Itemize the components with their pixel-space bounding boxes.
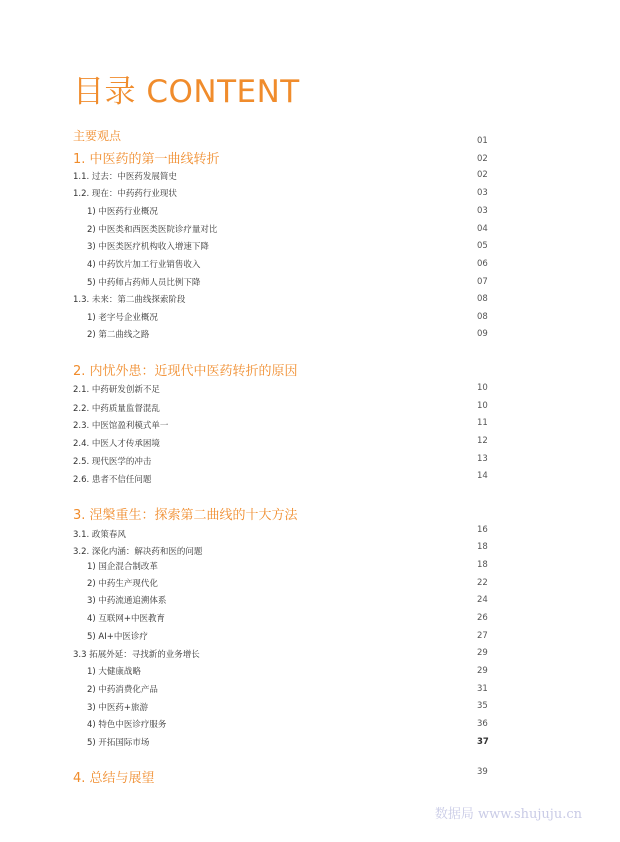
toc-entry-page: 37	[477, 737, 489, 747]
toc-entry-page: 08	[477, 312, 488, 322]
toc-entry-label: 1.3. 未来：第二曲线探索阶段	[73, 295, 186, 305]
toc-entry-page: 18	[477, 542, 488, 552]
toc-entry-label: 2.6. 患者不信任问题	[73, 475, 152, 485]
toc-entry-page: 36	[477, 719, 488, 729]
toc-entry-label: 1.1. 过去：中医药发展简史	[73, 172, 177, 182]
toc-entry-page: 29	[477, 666, 488, 676]
toc-entry-page: 11	[477, 418, 488, 428]
toc-entry-page: 22	[477, 578, 488, 588]
toc-entry-label: 4) 中药饮片加工行业销售收入	[87, 260, 201, 270]
toc-entry-label: 2.1. 中药研发创新不足	[73, 385, 160, 395]
toc-entry-page: 39	[477, 767, 488, 777]
toc-entry-label: 4) 互联网+中医教育	[87, 614, 166, 624]
toc-entry-label: 2) 中医类和西医类医院诊疗量对比	[87, 225, 218, 235]
toc-entry-label: 1) 大健康战略	[87, 667, 141, 677]
toc-entry-label: 2.5. 现代医学的冲击	[73, 457, 152, 467]
toc-entry-page: 12	[477, 436, 488, 446]
toc-entry-label: 5) AI+中医诊疗	[87, 632, 148, 642]
toc-entry-label: 3) 中药流通追溯体系	[87, 596, 167, 606]
toc-entry-label: 1) 国企混合制改革	[87, 562, 158, 572]
toc-entry-page: 01	[477, 136, 488, 146]
toc-entry-page: 07	[477, 277, 488, 287]
toc-entry-label: 2) 中药消费化产品	[87, 685, 158, 695]
toc-entry-label: 2.4. 中医人才传承困境	[73, 439, 160, 449]
toc-entry-page: 10	[477, 383, 488, 393]
page-title: 目录 CONTENT	[73, 74, 300, 110]
toc-entry-label: 5) 中药师占药师人员比例下降	[87, 278, 201, 288]
toc-entry-page: 10	[477, 401, 488, 411]
toc-entry-label: 3) 中医药+旅游	[87, 703, 149, 713]
toc-entry-label: 1) 老字号企业概况	[87, 313, 158, 323]
toc-entry-page: 24	[477, 595, 488, 605]
toc-entry-label: 2) 第二曲线之路	[87, 330, 150, 340]
toc-entry-page: 02	[477, 170, 488, 180]
toc-entry-label: 1.2. 现在：中药药行业现状	[73, 189, 177, 199]
toc-entry-label: 4) 特色中医诊疗服务	[87, 720, 167, 730]
toc-entry-label: 1. 中医药的第一曲线转折	[73, 152, 220, 167]
toc-entry-label: 2.2. 中药质量监督混乱	[73, 404, 160, 414]
toc-entry-label: 2) 中药生产现代化	[87, 579, 158, 589]
toc-entry-label: 4. 总结与展望	[73, 771, 155, 786]
toc-entry-page: 29	[477, 648, 488, 658]
toc-entry-label: 3.3 拓展外延：寻找新的业务增长	[73, 650, 200, 660]
toc-entry-page: 09	[477, 329, 488, 339]
toc-entry-label: 3.2. 深化内涵：解决药和医的问题	[73, 547, 203, 557]
toc-entry-label: 2.3. 中医馆盈利模式单一	[73, 421, 169, 431]
toc-entry-label: 主要观点	[73, 129, 122, 143]
toc-entry-page: 03	[477, 206, 488, 216]
toc-entry-page: 03	[477, 188, 488, 198]
toc-entry-page: 14	[477, 471, 488, 481]
toc-entry-page: 08	[477, 294, 488, 304]
toc-entry-page: 04	[477, 224, 488, 234]
toc-entry-page: 35	[477, 701, 488, 711]
toc-entry-label: 1) 中医药行业概况	[87, 207, 158, 217]
toc-entry-page: 06	[477, 259, 488, 269]
toc-entry-label: 2. 内忧外患：近现代中医药转折的原因	[73, 364, 298, 379]
toc-entry-label: 5) 开拓国际市场	[87, 738, 150, 748]
toc-entry-page: 27	[477, 631, 488, 641]
toc-entry-page: 16	[477, 525, 488, 535]
toc-entry-page: 13	[477, 454, 488, 464]
toc-entry-label: 3.1. 政策春风	[73, 530, 126, 540]
toc-entry-page: 18	[477, 560, 488, 570]
toc-entry-page: 05	[477, 241, 488, 251]
watermark: 数据局 www.shujuju.cn	[434, 807, 582, 822]
toc-entry-label: 3) 中医类医疗机构收入增速下降	[87, 242, 209, 252]
toc-entry-page: 31	[477, 684, 488, 694]
toc-entry-page: 02	[477, 154, 488, 164]
toc-entry-page: 26	[477, 613, 488, 623]
toc-entry-label: 3. 涅槃重生：探索第二曲线的十大方法	[73, 508, 298, 523]
